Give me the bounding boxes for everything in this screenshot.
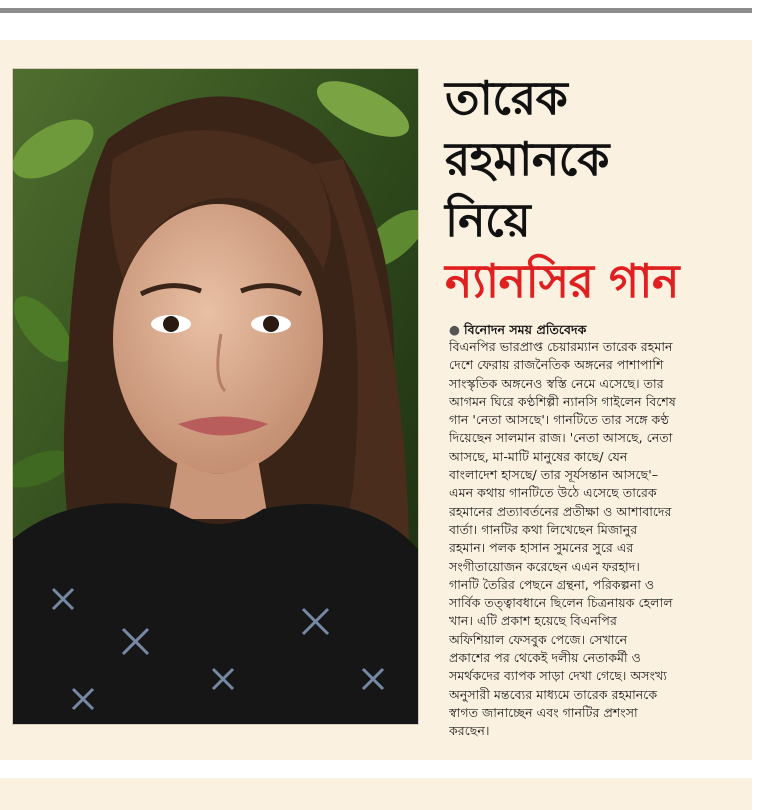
top-rule: [0, 8, 752, 13]
byline-text: বিনোদন সময় প্রতিবেদক: [464, 322, 587, 337]
body-line: আসছে, মা-মাটি মানুষের কাছে/ যেন: [449, 448, 628, 464]
headline: [445, 68, 745, 312]
body-line: স্বাগত জানাচ্ছেন এবং গানটির প্রশংসা: [449, 704, 638, 720]
headline-line-3: নিয়ে: [445, 193, 531, 247]
body-line: সার্বিক তত্ত্বাবধানে ছিলেন চিত্রনায়ক হেলাল: [449, 595, 673, 611]
body-line: রহমানের প্রত্যাবর্তনের প্রতীক্ষা ও আশাবাদের: [449, 503, 672, 519]
body-line: এমন কথায় গানটিতে উঠে এসেছে তারেক: [449, 485, 657, 501]
body-line: খান। এটি প্রকাশ হয়েছে বিএনপির: [449, 613, 617, 629]
headline-line-1: তারেক: [445, 71, 568, 125]
body-line: গানটি তৈরির পেছনে গ্রন্থনা, পরিকল্পনা ও: [449, 576, 655, 592]
body-line: করছেন।: [449, 723, 490, 739]
body-line: বাংলাদেশ হাসছে/ তার সূর্যসন্তান আসছে'–: [449, 467, 659, 483]
body-line: সাংস্কৃতিক অঙ্গনেও স্বস্তি নেমে এসেছে। তার: [449, 375, 664, 391]
body-line: গান 'নেতা আসছে'। গানটিতে তার সঙ্গে কণ্ঠ: [449, 412, 669, 428]
body-line: অফিশিয়াল ফেসবুক পেজে। সেখানে: [449, 631, 628, 647]
body-line: বিএনপির ভারপ্রাপ্ত চেয়ারম্যান তারেক রহমান: [449, 339, 673, 354]
headline-line-2: রহমানকে: [445, 132, 609, 186]
body-line: সংগীতায়োজন করেছেন এএন ফরহাদ।: [449, 558, 640, 574]
body-line: আগমন ঘিরে কণ্ঠশিল্পী ন্যানসি গাইলেন বিশেষ: [449, 393, 676, 409]
next-article-band: [0, 778, 752, 810]
body-line: সমর্থকদের ব্যাপক সাড়া দেখা গেছে। অসংখ্য: [449, 668, 667, 684]
body-line: রহমান। পলক হাসান সুমনের সুরে এর: [449, 540, 634, 556]
headline-line-4-highlight: ন্যানসির গান: [445, 254, 679, 308]
body-line: দেশে ফেরায় রাজনৈতিক অঙ্গনের পাশাপাশি: [449, 357, 664, 373]
body-line: বার্তা। গানটির কথা লিখেছেন মিজানুর: [449, 521, 638, 537]
bullet-icon: ●: [449, 322, 460, 337]
body-line: প্রকাশের পর থেকেই দলীয় নেতাকর্মী ও: [449, 650, 641, 666]
body-line: দিয়েছেন সালমান রাজ। 'নেতা আসছে, নেতা: [449, 430, 673, 446]
body-line: অনুসারী মন্তব্যের মাধ্যমে তারেক রহমানকে: [449, 686, 658, 702]
singer-portrait-photo: [12, 68, 419, 725]
article-body: [449, 338, 749, 741]
